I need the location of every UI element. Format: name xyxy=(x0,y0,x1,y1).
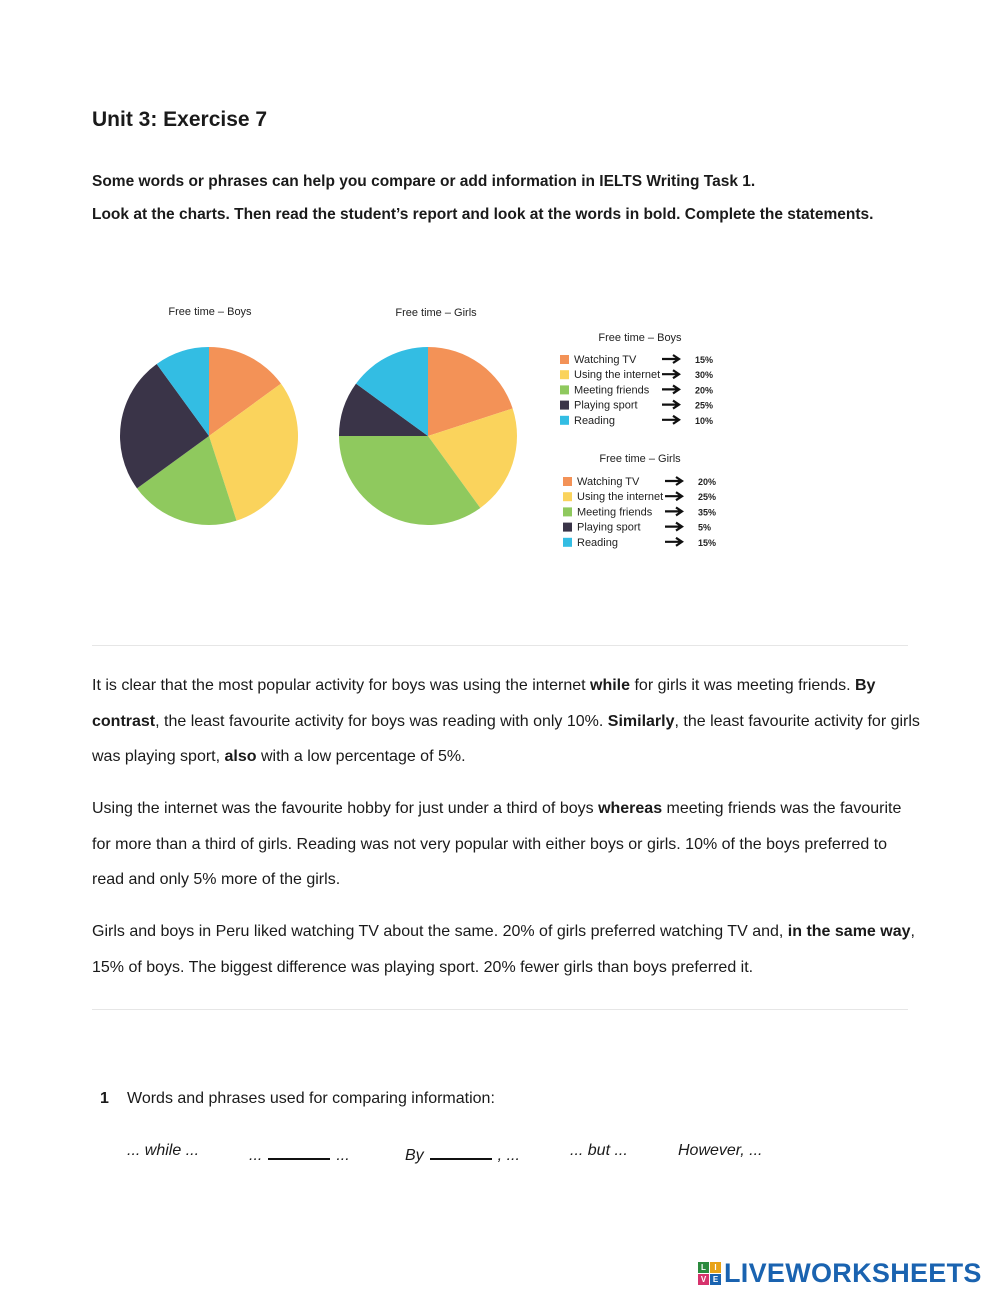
bold-keyword: also xyxy=(224,748,257,765)
logo-wordmark: LIVEWORKSHEETS xyxy=(724,1257,982,1288)
charts-figure xyxy=(100,290,740,570)
report-text: for girls it was meeting friends. xyxy=(630,677,855,694)
girls-legend-label-reading: Reading xyxy=(577,536,618,549)
boys-legend-swatch-meeting-friends xyxy=(560,385,569,394)
report-paragraph-3 xyxy=(92,914,922,985)
girls-legend-swatch-using-internet xyxy=(563,492,572,501)
report-text: , 15% of boys. The biggest difference was playing sport. 20% fewer girls than boys preferred it. xyxy=(92,923,915,976)
charts-svg xyxy=(100,290,740,570)
logo-mark-icon xyxy=(698,1262,721,1285)
girls-legend-value-using-internet: 25% xyxy=(698,492,717,503)
girls-legend-label-playing-sport: Playing sport xyxy=(577,521,641,534)
arrow-right-icon xyxy=(665,523,682,531)
girls-legend-label-meeting-friends: Meeting friends xyxy=(577,506,653,519)
bold-keyword: while xyxy=(590,677,631,694)
option-blank-1-post: ... xyxy=(336,1147,350,1164)
boys-legend-swatch-watching-tv xyxy=(560,355,569,364)
report-text: meeting friends was the favourite for more than a third of girls. Reading was not very popular with either boys or girls. 10% of the boys preferred to read and only 5% more of the girls. xyxy=(92,800,902,888)
arrow-right-icon xyxy=(665,477,682,485)
instruction-line-2: Look at the charts. Then read the student’s report and look at the words in bold. Complete the statements. xyxy=(92,206,874,223)
bold-keyword: Similarly xyxy=(607,712,675,730)
arrow-right-icon xyxy=(665,492,682,500)
report-text: It is clear that the most popular activity for boys was using the internet xyxy=(92,677,591,694)
boys-legend xyxy=(560,354,713,427)
girls-pie xyxy=(339,347,517,525)
question-1 xyxy=(100,1090,495,1108)
divider-top xyxy=(92,645,908,646)
girls-legend-swatch-watching-tv xyxy=(563,477,572,486)
logo-letter-v: V xyxy=(698,1274,709,1285)
report-text: Using the internet was the favourite hobby for just under a third of boys xyxy=(92,800,599,817)
girls-legend-swatch-reading xyxy=(563,538,572,547)
boys-legend-swatch-reading xyxy=(560,416,569,425)
option-by-post: , ... xyxy=(497,1147,520,1164)
liveworksheets-logo xyxy=(698,1258,982,1288)
girls-legend-value-playing-sport: 5% xyxy=(698,522,712,533)
blank-input-1[interactable] xyxy=(268,1142,330,1160)
option-blank-1-pre: ... xyxy=(249,1147,263,1164)
girls-legend-swatch-playing-sport xyxy=(563,523,572,532)
logo-letter-l: L xyxy=(698,1262,709,1273)
boys-legend-swatch-using-internet xyxy=(560,370,569,379)
girls-legend-title: Free time – Girls xyxy=(599,453,681,465)
question-number: 1 xyxy=(100,1090,109,1107)
option-by-blank xyxy=(405,1142,520,1165)
arrow-right-icon xyxy=(662,416,679,424)
report-text: , the least favourite activity for boys was reading with only 10%. xyxy=(155,712,608,730)
girls-legend-label-using-internet: Using the internet xyxy=(577,491,664,504)
report-paragraph-1 xyxy=(92,668,922,775)
option-however: However, ... xyxy=(678,1142,763,1159)
bold-keyword: By contrast xyxy=(92,677,876,730)
boys-pie xyxy=(120,347,298,525)
report-paragraph-2 xyxy=(92,791,922,898)
arrow-right-icon xyxy=(662,401,679,409)
boys-legend-value-meeting-friends: 20% xyxy=(695,385,714,396)
report-text: , the least favourite activity for girls was playing sport, xyxy=(92,712,920,765)
divider-bottom xyxy=(92,1009,908,1010)
logo-letter-e: E xyxy=(710,1274,721,1285)
boys-legend-title: Free time – Boys xyxy=(598,332,682,344)
option-by-pre: By xyxy=(405,1147,424,1164)
boys-pie-title: Free time – Boys xyxy=(168,306,252,318)
boys-legend-value-playing-sport: 25% xyxy=(695,400,714,411)
boys-legend-value-reading: 10% xyxy=(695,415,714,426)
report-text: Girls and boys in Peru liked watching TV about the same. 20% of girls preferred watching TV and, xyxy=(92,923,788,940)
girls-legend-swatch-meeting-friends xyxy=(563,507,572,516)
arrow-right-icon xyxy=(662,385,679,393)
report-text: with a low percentage of 5%. xyxy=(256,748,466,765)
logo-letter-i: I xyxy=(710,1262,721,1273)
boys-legend-label-meeting-friends: Meeting friends xyxy=(574,384,650,397)
girls-legend-value-reading: 15% xyxy=(698,537,717,548)
boys-legend-label-watching-tv: Watching TV xyxy=(574,354,637,366)
option-while: ... while ... xyxy=(127,1142,200,1159)
option-blank-1 xyxy=(249,1142,350,1165)
boys-legend-value-watching-tv: 15% xyxy=(695,355,714,365)
instruction-line-1: Some words or phrases can help you compare or add information in IELTS Writing Task 1. xyxy=(92,173,756,190)
girls-legend-value-meeting-friends: 35% xyxy=(698,507,717,518)
girls-legend xyxy=(563,476,716,549)
arrow-right-icon xyxy=(662,370,679,378)
girls-legend-label-watching-tv: Watching TV xyxy=(577,476,640,488)
boys-legend-label-using-internet: Using the internet xyxy=(574,369,661,382)
question-text: Words and phrases used for comparing information: xyxy=(127,1090,495,1107)
page-title: Unit 3: Exercise 7 xyxy=(92,108,268,131)
girls-legend-value-watching-tv: 20% xyxy=(698,477,717,487)
boys-legend-label-reading: Reading xyxy=(574,414,615,427)
girls-pie-title: Free time – Girls xyxy=(395,307,477,319)
bold-keyword: whereas xyxy=(598,800,663,817)
boys-legend-value-using-internet: 30% xyxy=(695,370,714,381)
bold-keyword: in the same way xyxy=(787,923,911,940)
arrow-right-icon xyxy=(665,507,682,515)
boys-legend-label-playing-sport: Playing sport xyxy=(574,399,638,412)
option-but: ... but ... xyxy=(570,1142,628,1159)
arrow-right-icon xyxy=(665,538,682,546)
boys-legend-swatch-playing-sport xyxy=(560,401,569,410)
arrow-right-icon xyxy=(662,355,679,363)
blank-input-2[interactable] xyxy=(430,1142,492,1160)
